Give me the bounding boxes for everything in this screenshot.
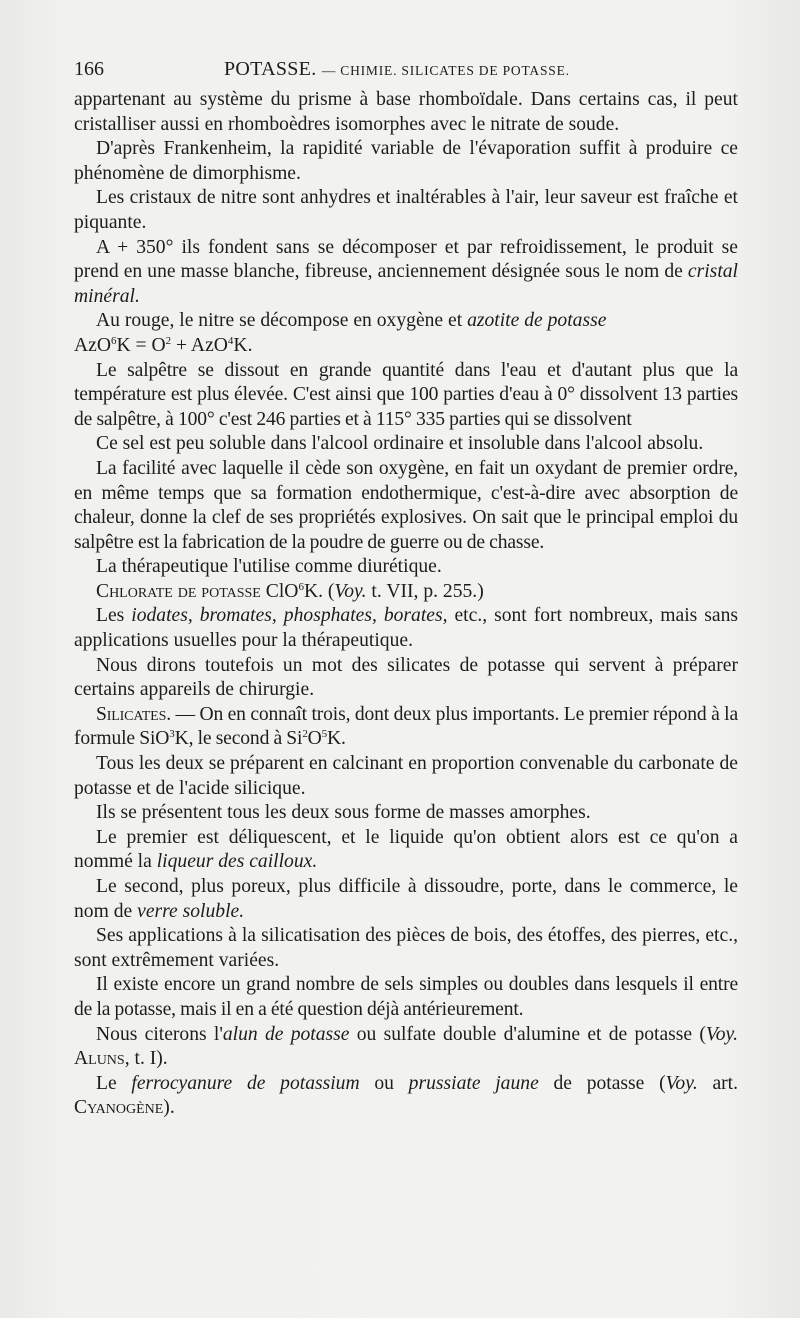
paragraph <box>74 875 738 924</box>
paragraph <box>74 703 738 752</box>
paragraph <box>74 654 738 703</box>
paragraph-text: , t. I). <box>124 1048 168 1070</box>
page-number: 166 <box>74 58 104 80</box>
italic-term: alun de potasse <box>222 1023 350 1045</box>
paragraph-text: K. ( <box>303 580 335 602</box>
paragraph-text: Tous les deux se préparent en calcinant en proportion convenable du carbonate de potasse et de l'acide silicique. <box>74 753 738 799</box>
paragraph-text: Nous dirons toutefois un mot des silicates de potasse qui servent à préparer certains appareils de chirurgie. <box>74 654 738 701</box>
formula-part: + AzO <box>171 334 228 356</box>
formula-superscript: 6 <box>111 334 117 347</box>
paragraph-text: A + 350° ils fondent sans se décomposer et par refroidissement, le produit se prend en une masse blanche, fibreuse, anciennement désignée sous le nom de <box>74 236 738 283</box>
italic-term: ferrocyanure de potassium <box>131 1072 360 1094</box>
paragraph-text: ou sulfate double d'alumine et de potasse ( <box>349 1023 706 1045</box>
paragraph-text: Il existe encore un grand nombre de sels simples ou doubles dans lesquels il entre de la potasse, mais il en a été question déjà antérieurement. <box>74 974 738 1020</box>
paragraph-text: La facilité avec laquelle il cède son oxygène, en fait un oxydant de premier ordre, en même temps que sa formation endothermique, c'est-à-dire avec absorption de chaleur, donne la clef de ses propriétés explosives. On sait que le principal emploi du salpêtre est la fabrication de la poudre de guerre ou de chasse. <box>74 457 738 553</box>
formula-superscript: 5 <box>321 728 328 741</box>
paragraph-text: etc., sont fort nombreux, mais sans applications usuelles pour la thérapeutique. <box>74 605 738 652</box>
paragraph <box>74 432 738 457</box>
paragraph <box>74 801 738 826</box>
formula-superscript: 2 <box>165 334 172 347</box>
paragraph-text: Ils se présentent tous les deux sous forme de masses amorphes. <box>96 802 591 824</box>
italic-term: prussiate jaune <box>408 1072 539 1094</box>
formula-part: K. <box>327 728 346 750</box>
paragraph <box>74 555 738 580</box>
paragraph <box>74 457 738 555</box>
formula-superscript: 6 <box>298 580 304 593</box>
running-header <box>74 56 774 86</box>
formula-part: ClO <box>260 580 299 602</box>
section-heading: Silicates. <box>96 703 171 725</box>
paragraph <box>74 1072 738 1121</box>
paragraph-text: D'après Frankenheim, la rapidité variable de l'évaporation suffit à produire ce phénomène de dimorphisme. <box>74 138 738 184</box>
paragraph <box>74 186 738 235</box>
paragraph-text: Au rouge, le nitre se décompose en oxygène et <box>96 310 468 332</box>
paragraph-text: ). <box>163 1097 175 1119</box>
paragraph-text: — On en connaît trois, dont deux plus importants. Le premier répond à la formule SiO <box>74 703 738 750</box>
formula-superscript: 2 <box>302 728 308 741</box>
paragraph <box>74 137 738 186</box>
paragraph-text: Le salpêtre se dissout en grande quantité dans l'eau et d'autant plus que la température est plus élevée. C'est ainsi que 100 parties d'eau à 0° dissolvent 13 parties de salpêtre, à 100° c'est 246 parties et à 115° 335 parties qui se dissolvent <box>74 359 738 430</box>
italic-term: Voy. <box>665 1072 698 1094</box>
paragraph <box>74 359 738 433</box>
paragraph <box>74 604 738 653</box>
italic-term: Voy. <box>334 580 367 602</box>
paragraph <box>74 309 738 358</box>
paragraph-text: ou <box>359 1072 409 1094</box>
paragraph-text: Le <box>96 1072 132 1094</box>
paragraph-text: K, le second à Si <box>174 728 303 750</box>
paragraph-text: Ce sel est peu soluble dans l'alcool ordinaire et insoluble dans l'alcool absolu. <box>96 433 704 455</box>
cross-reference: Aluns <box>74 1048 125 1070</box>
paragraph-text: t. VII, p. 255.) <box>366 580 484 602</box>
paragraph-text: Nous citerons l' <box>96 1023 223 1045</box>
italic-term: Voy. <box>705 1023 739 1045</box>
italic-term: azotite de potasse <box>467 310 607 332</box>
formula-part: AzO <box>74 334 111 356</box>
paragraph <box>74 973 738 1022</box>
italic-term: cristal minéral. <box>74 261 738 307</box>
formula-part: O <box>307 728 322 750</box>
formula-superscript: 3 <box>169 728 175 741</box>
cross-reference: Cyanogène <box>74 1097 164 1119</box>
paragraph-text: art. <box>697 1072 739 1094</box>
paragraph <box>74 88 738 137</box>
paragraph-text: Les cristaux de nitre sont anhydres et inaltérables à l'air, leur saveur est fraîche et piquante. <box>74 187 738 233</box>
italic-term: iodates, bromates, phosphates, borates, <box>131 605 448 627</box>
paragraph <box>74 752 738 801</box>
formula-superscript: 4 <box>227 334 234 347</box>
paragraph-text: La thérapeutique l'utilise comme diurétique. <box>96 556 442 578</box>
paragraph <box>74 1023 738 1072</box>
header-title <box>224 56 570 84</box>
paragraph <box>74 924 738 973</box>
header-subtitle: — CHIMIE. SILICATES DE POTASSE. <box>321 63 570 78</box>
paragraph <box>74 236 738 310</box>
paragraph <box>74 580 738 605</box>
page-body <box>74 88 738 1121</box>
section-heading: Chlorate de potasse <box>96 580 261 602</box>
paragraph-text: Le second, plus poreux, plus difficile à dissoudre, porte, dans le commerce, le nom de <box>74 876 738 922</box>
formula-part: K = O <box>116 334 166 356</box>
formula-part: K. <box>233 334 253 356</box>
italic-term: liqueur des cailloux. <box>156 851 318 873</box>
paragraph-text: Les <box>96 605 132 627</box>
paragraph-text: appartenant au système du prisme à base rhomboïdale. Dans certains cas, il peut cristalliser aussi en rhomboèdres isomorphes avec le nitrate de soude. <box>74 89 738 135</box>
paragraph-text: Ses applications à la silicatisation des pièces de bois, des étoffes, des pierres, etc., sont extrêmement variées. <box>74 925 738 971</box>
paragraph <box>74 826 738 875</box>
chemical-formula <box>74 335 252 356</box>
header-main-title: POTASSE. <box>224 58 317 80</box>
italic-term: verre soluble. <box>137 900 245 922</box>
paragraph-text: Le premier est déliquescent, et le liquide qu'on obtient alors est ce qu'on a nommé la <box>74 826 738 873</box>
paragraph-text: de potasse ( <box>538 1072 666 1094</box>
